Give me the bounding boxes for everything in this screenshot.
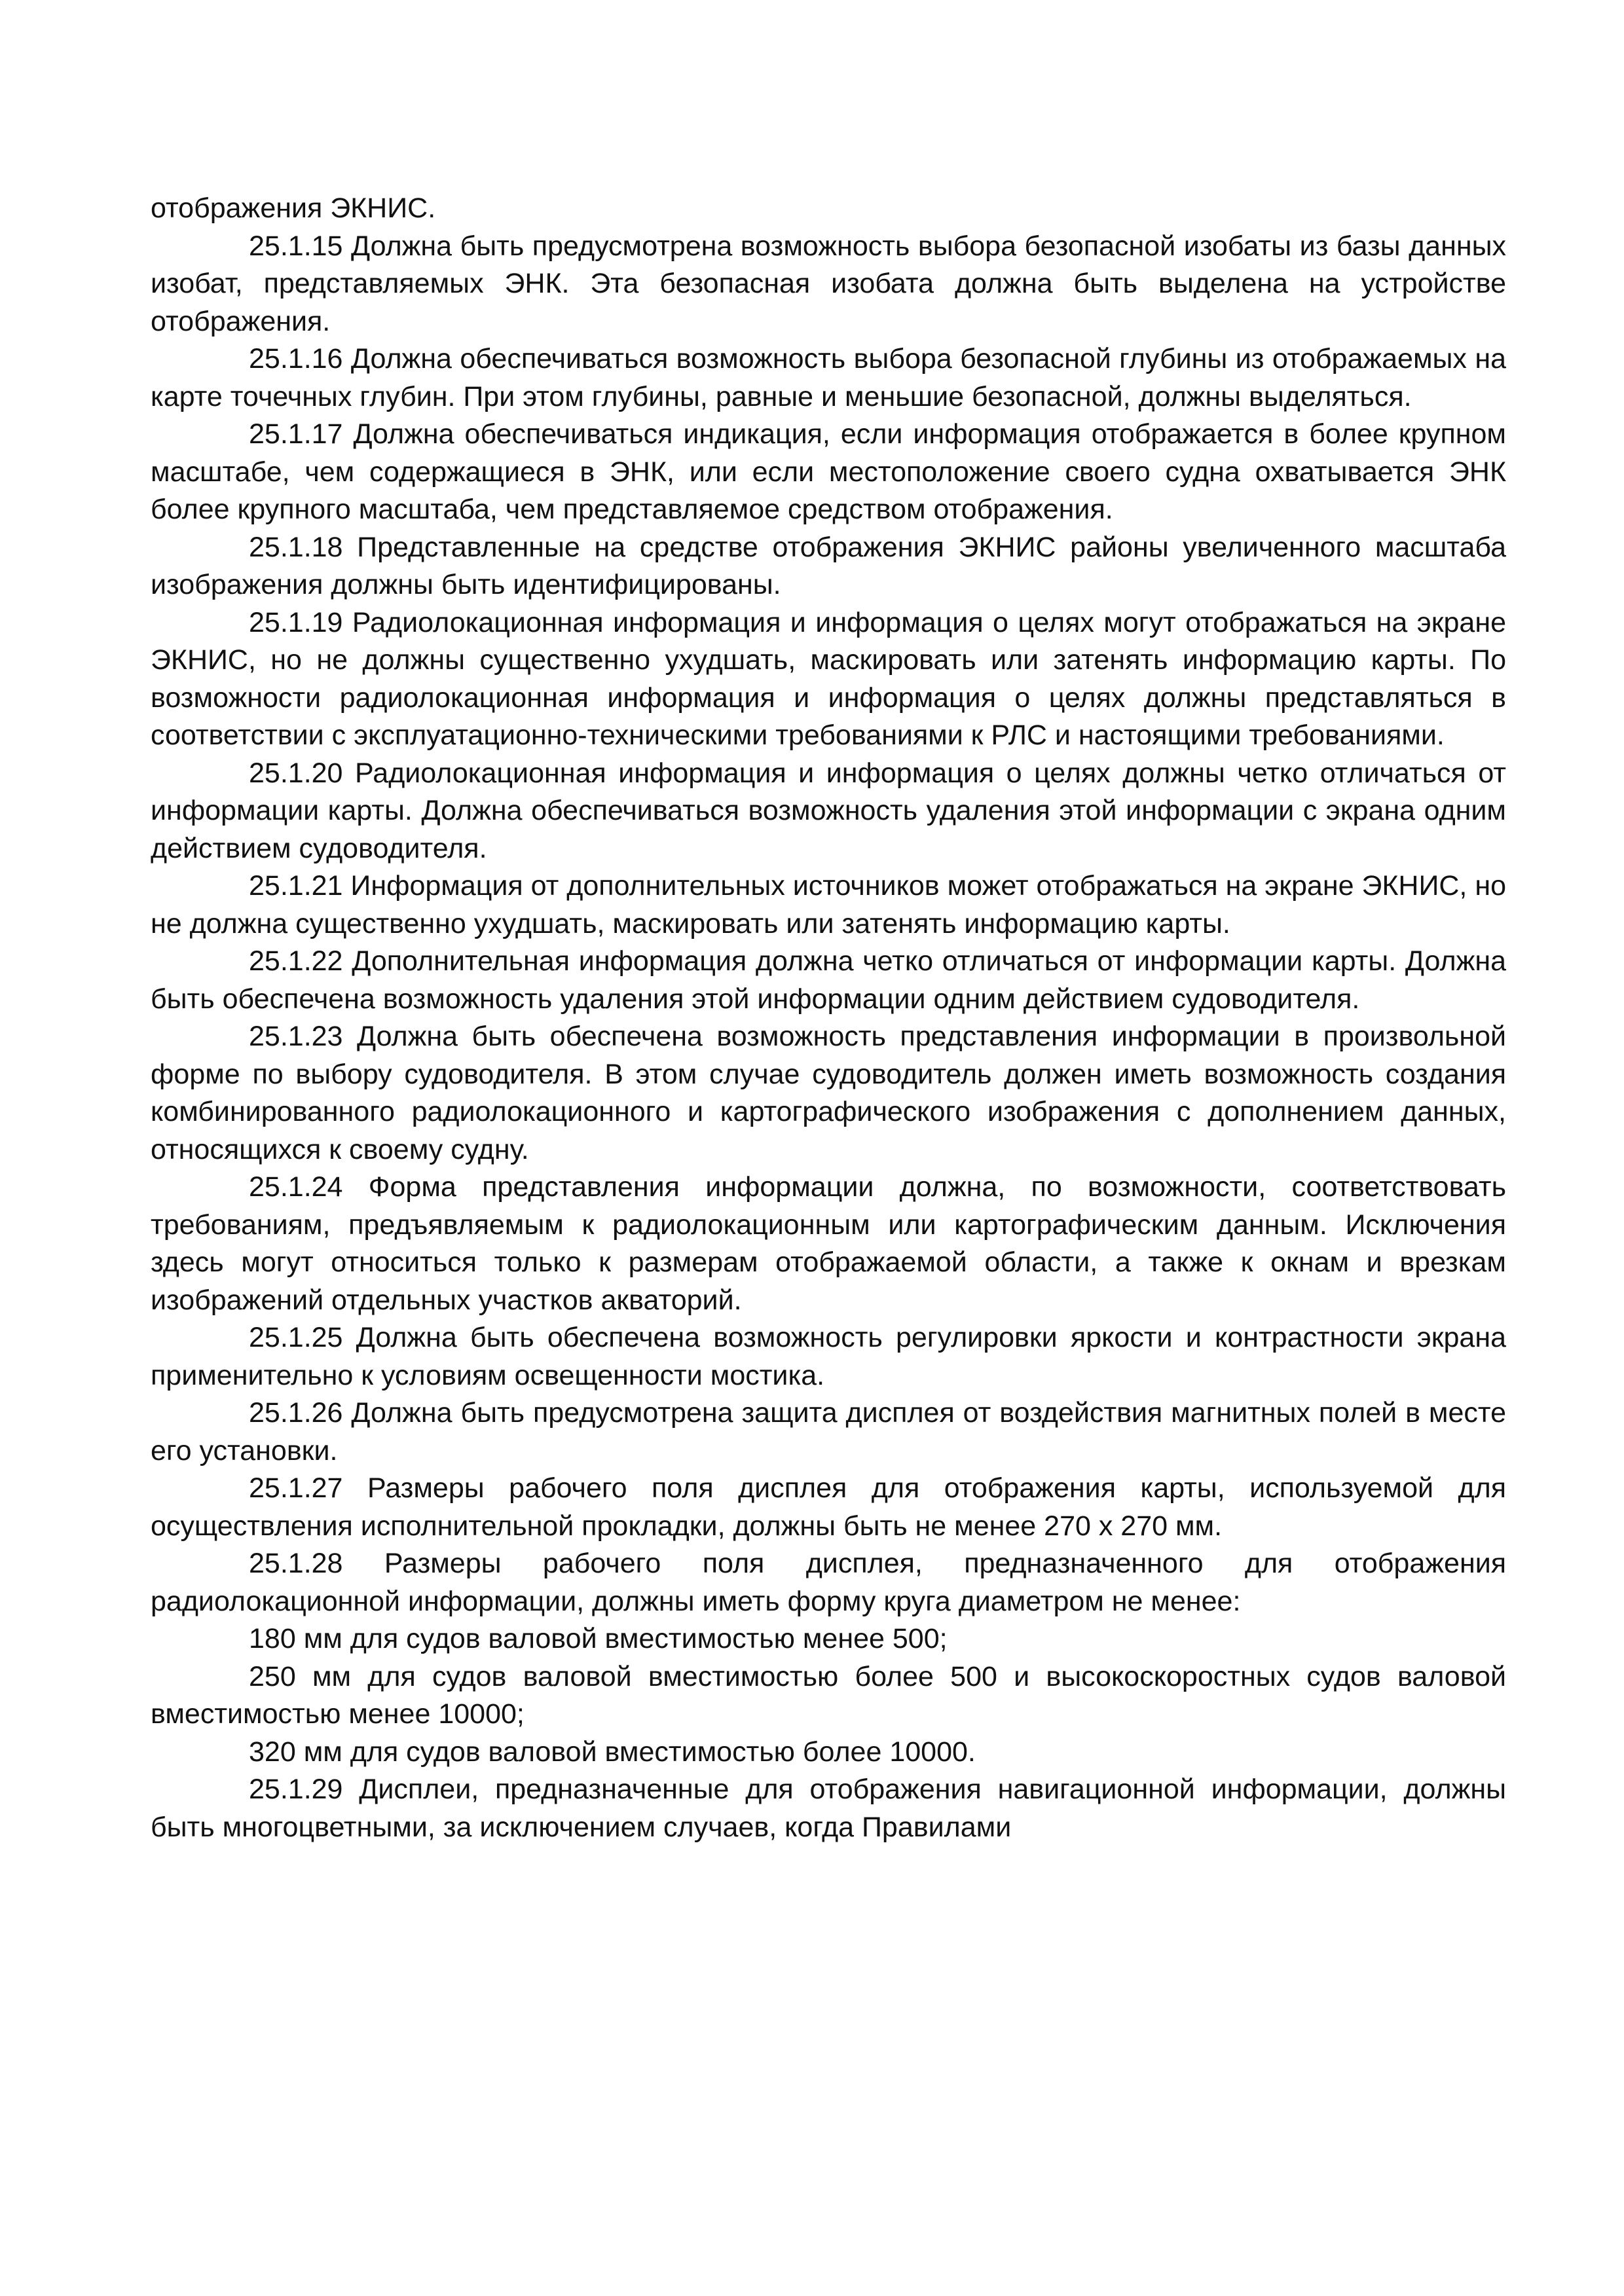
paragraph-25-1-23: 25.1.23 Должна быть обеспечена возможность представления информации в произвольной форме по выбору судоводителя. В этом случае судоводитель должен иметь возможность создания комбинированного радиолокационного и картографического изображения с дополнением данных, относящихся к своему судну. xyxy=(151,1021,1506,1165)
paragraph-25-1-29: 25.1.29 Дисплеи, предназначенные для отображения навигационной информации, должны быть многоцветными, за исключением случаев, когда Правилами xyxy=(151,1774,1506,1843)
list-item-180mm: 180 мм для судов валовой вместимостью менее 500; xyxy=(249,1623,948,1654)
paragraph-25-1-18: 25.1.18 Представленные на средстве отображения ЭКНИС районы увеличенного масштаба изображения должны быть идентифицированы. xyxy=(151,531,1506,600)
paragraph-25-1-26: 25.1.26 Должна быть предусмотрена защита дисплея от воздействия магнитных полей в месте его установки. xyxy=(151,1397,1506,1467)
paragraph-25-1-20: 25.1.20 Радиолокационная информация и информация о целях должны четко отличаться от информации карты. Должна обеспечиваться возможность удаления этой информации с экрана одним действием судоводителя. xyxy=(151,757,1506,864)
list-item-320mm: 320 мм для судов валовой вместимостью более 10000. xyxy=(249,1736,976,1768)
paragraph-25-1-27: 25.1.27 Размеры рабочего поля дисплея для отображения карты, используемой для осуществления исполнительной прокладки, должны быть не менее 270 х 270 мм. xyxy=(151,1472,1506,1542)
paragraph-continuation: отображения ЭКНИС. xyxy=(151,192,436,224)
paragraph-25-1-21: 25.1.21 Информация от дополнительных источников может отображаться на экране ЭКНИС, но не должна существенно ухудшать, маскировать или затенять информацию карты. xyxy=(151,870,1506,939)
paragraph-25-1-16: 25.1.16 Должна обеспечиваться возможность выбора безопасной глубины из отображаемых на карте точечных глубин. При этом глубины, равные и меньшие безопасной, должны выделяться. xyxy=(151,343,1506,412)
paragraph-25-1-25: 25.1.25 Должна быть обеспечена возможность регулировки яркости и контрастности экрана применительно к условиям освещенности мостика. xyxy=(151,1322,1506,1391)
paragraph-25-1-15: 25.1.15 Должна быть предусмотрена возможность выбора безопасной изобаты из базы данных изобат, представляемых ЭНК. Эта безопасная изобата должна быть выделена на устройстве отображения. xyxy=(151,230,1506,337)
paragraph-25-1-22: 25.1.22 Дополнительная информация должна четко отличаться от информации карты. Должна быть обеспечена возможность удаления этой информации одним действием судоводителя. xyxy=(151,945,1506,1015)
paragraph-25-1-19: 25.1.19 Радиолокационная информация и информация о целях могут отображаться на экране ЭКНИС, но не должны существенно ухудшать, маскировать или затенять информацию карты. По возможности радиолокационная информация и информация о целях должны представляться в соответствии с эксплуатационно-техническими требованиями к РЛС и настоящими требованиями. xyxy=(151,606,1506,751)
paragraph-25-1-24: 25.1.24 Форма представления информации должна, по возможности, соответствовать требованиям, предъявляемым к радиолокационным или картографическим данным. Исключения здесь могут относиться только к размерам отображаемой области, а также к окнам и врезкам изображений отдельных участков акваторий. xyxy=(151,1171,1506,1316)
paragraph-25-1-28: 25.1.28 Размеры рабочего поля дисплея, предназначенного для отображения радиолокационной информации, должны иметь форму круга диаметром не менее: xyxy=(151,1548,1506,1617)
document-body xyxy=(151,190,1506,1846)
paragraph-25-1-17: 25.1.17 Должна обеспечиваться индикация, если информация отображается в более крупном масштабе, чем содержащиеся в ЭНК, или если местоположение своего судна охватывается ЭНК более крупного масштаба, чем представляемое средством отображения. xyxy=(151,418,1506,525)
list-item-250mm: 250 мм для судов валовой вместимостью более 500 и высокоскоростных судов валовой вместимостью менее 10000; xyxy=(151,1660,1506,1730)
